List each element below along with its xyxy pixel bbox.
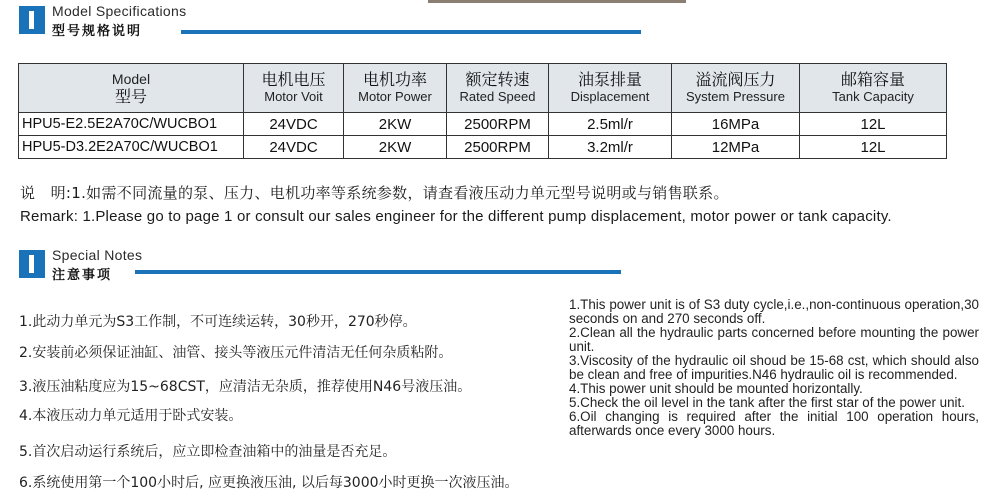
header-voltage: 电机电压 Motor Voit [244,64,344,113]
section-underline [135,270,621,274]
note-en-item: 2.Clean all the hydraulic parts concerned before mounting the power unit. [569,325,979,354]
header-model: Model 型号 [19,64,244,113]
header-pressure: 溢流阀压力 System Pressure [672,64,800,113]
model-spec-table [18,63,947,159]
header-tank: 邮箱容量 Tank Capacity [800,64,947,113]
cell-pressure: 16MPa [672,113,800,136]
note-zh-item: 4.本液压动力单元适用于卧式安装。 [19,408,243,424]
cell-speed: 2500RPM [447,113,549,136]
header-displacement: 油泵排量 Displacement [549,64,672,113]
note-zh-item: 2.安装前必须保证油缸、油管、接头等液压元件清洁无任何杂质粘附。 [19,345,453,361]
cell-tank: 12L [800,113,947,136]
cell-model: HPU5-E2.5E2A70C/WUCBO1 [19,113,244,136]
cell-power: 2KW [344,136,447,159]
table-header-row [19,64,947,113]
section-marker-icon [19,250,45,278]
section-title-en: Special Notes [52,247,143,263]
section-underline [181,30,641,34]
remark-zh: 说 明:1.如需不同流量的泵、压力、电机功率等系统参数，请查看液压动力单元型号说明或与销售联系。 [20,184,729,202]
table-row [19,136,947,159]
note-en-item: 4.This power unit should be mounted horizontally. [569,381,863,396]
cell-displacement: 3.2ml/r [549,136,672,159]
header-power: 电机功率 Motor Power [344,64,447,113]
note-zh-item: 5.首次启动运行系统后，应立即检查油箱中的油量是否充足。 [19,444,397,460]
note-zh-item: 6.系统使用第一个100小时后, 应更换液压油, 以后每3000小时更换一次液压油。 [19,475,519,491]
section-title-zh: 型号规格说明 [52,24,143,39]
section-title-en: Model Specifications [52,3,187,19]
section-marker-icon [19,6,45,34]
note-zh-item: 3.液压油粘度应为15~68CST，应清洁无杂质，推荐使用N46号液压油。 [19,379,472,395]
note-zh-item: 1.此动力单元为S3工作制，不可连续运转，30秒开，270秒停。 [19,314,417,330]
remark-en: Remark: 1.Please go to page 1 or consult our sales engineer for the different pump displacement, motor power or tank capacity. [20,208,892,225]
cell-voltage: 24VDC [244,113,344,136]
cell-power: 2KW [344,113,447,136]
cell-speed: 2500RPM [447,136,549,159]
cell-voltage: 24VDC [244,136,344,159]
cell-model: HPU5-D3.2E2A70C/WUCBO1 [19,136,244,159]
note-en-item: 3.Viscosity of the hydraulic oil shoud be 15-68 cst, which should also be clean and free of impurities.N46 hydraulic oil is recommended. [569,353,979,382]
cell-pressure: 12MPa [672,136,800,159]
cell-displacement: 2.5ml/r [549,113,672,136]
note-en-item: 1.This power unit is of S3 duty cycle,i.e.,non-continuous operation,30 seconds on and 270 seconds off. [569,297,979,326]
cell-tank: 12L [800,136,947,159]
notes-en-list [569,298,979,438]
top-divider [428,0,686,3]
note-en-item: 5.Check the oil level in the tank after the first star of the power unit. [569,395,965,410]
section-title-zh: 注意事项 [52,268,113,283]
note-en-item: 6.Oil changing is required after the initial 100 operation hours, afterwards once every 3000 hours. [569,409,979,438]
table-row [19,113,947,136]
header-speed: 额定转速 Rated Speed [447,64,549,113]
